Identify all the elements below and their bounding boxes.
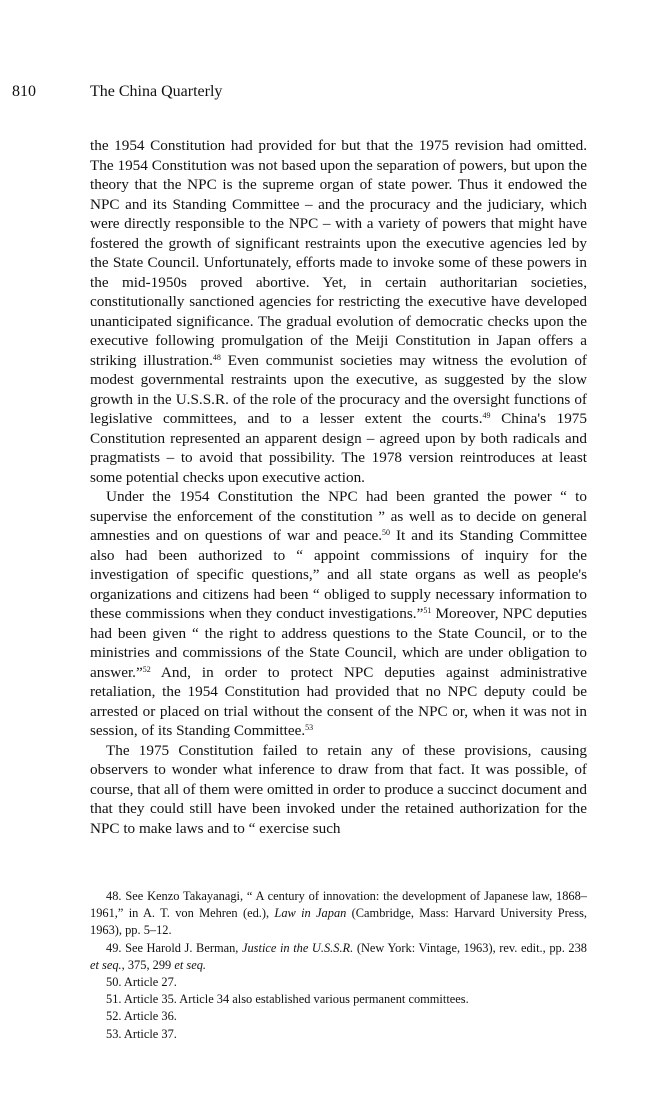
body-paragraph — [90, 136, 587, 487]
footnote-marker: 52 — [142, 664, 151, 674]
text-run: Moreover, NPC deputies had been given “ the right to address questions to the State Council, or to the ministries and commissions of the State Council, which are under obligation to answer.” — [90, 605, 587, 681]
text-run: the 1954 Constitution had provided for but that the 1975 revision had omitted. The 1954 Constitution was not based upon the separation of powers, but upon the theory that the NPC is the supreme organ of state power. Thus it endowed the NPC and its Standing Committee – and the procuracy and the judiciary, which were directly responsible to the NPC – with a variety of powers that might have fostered the growth of significant restraints upon the executive agencies led by the State Council. Unfortunately, efforts made to invoke some of these powers in the mid-1950s proved abortive. Yet, in certain authoritarian societies, constitutionally sanctioned agencies for restricting the executive have developed unanticipated significance. The gradual evolution of democratic checks upon the executive following promulgation of the Meiji Constitution in Japan offers a striking illustration. — [90, 137, 587, 369]
text-run: (New York: Vintage, 1963), rev. edit., pp. 238 — [353, 940, 587, 955]
page-number: 810 — [12, 83, 36, 100]
text-run: 51. Article 35. Article 34 also established various permanent committees. — [106, 992, 469, 1007]
footnote — [90, 974, 587, 991]
text-run: 48. See Kenzo Takayanagi, “ A century of innovation: the development of Japanese law, 1868–1961,” in A. T. von Mehren (ed.), — [90, 889, 587, 921]
text-run: China's 1975 Constitution represented an apparent design – agreed upon by both radicals and pragmatists – to avoid that possibility. The 1978 version reintroduces at least some potential checks upon executive action. — [90, 410, 587, 486]
italic-title: Justice in the U.S.S.R. — [241, 940, 354, 955]
text-run: 52. Article 36. — [106, 1009, 177, 1024]
text-run: 50. Article 27. — [106, 975, 177, 990]
footnote — [90, 940, 587, 974]
footnote-marker: 48 — [212, 352, 221, 362]
body-text — [90, 136, 587, 838]
journal-title: The China Quarterly — [90, 83, 223, 100]
italic-title: et seq. — [90, 957, 122, 972]
italic-title: Law in Japan — [274, 906, 347, 921]
text-run: The 1975 Constitution failed to retain any of these provisions, causing observers to wonder what inference to draw from that fact. It was possible, of course, that all of them were omitted in order to produce a succinct document and that they could still have been invoked under the retained authorization for the NPC to make laws and to “ exercise such — [90, 741, 587, 837]
footnote — [90, 1008, 587, 1025]
footnote-marker: 51 — [423, 606, 432, 615]
footnote-marker: 49 — [482, 411, 491, 420]
text-run: Under the 1954 Constitution the NPC had been granted the power “ to supervise the enforcement of the constitution ” as well as to decide on general amnesties and on questions of war and peace. — [90, 488, 587, 544]
text-run: It and its Standing Committee also had been authorized to “ appoint commissions of inquiry for the investigation of specific questions,” and all state organs as well as people's organizations and citizens had been “ obliged to supply necessary information to these commissions when they conduct investigations.” — [90, 527, 587, 622]
footnote — [90, 991, 587, 1008]
text-run: And, in order to protect NPC deputies against administrative retaliation, the 1954 Constitution had provided that no NPC deputy could be arrested or placed on trial without the consent of the NPC or, when it was not in session, of its Standing Committee. — [90, 663, 587, 739]
footnote-marker: 53 — [305, 723, 314, 732]
text-run: 49. See Harold J. Berman, — [106, 940, 242, 955]
footnote — [90, 1026, 587, 1043]
italic-title: et seq. — [174, 957, 206, 972]
footnote — [90, 888, 587, 940]
text-run: Even communist societies may witness the evolution of modest governmental restraints upon the executive, as suggested by the slow growth in the U.S.S.R. of the role of the procuracy and the oversight functions of legislative committees, and to a lesser extent the courts. — [90, 351, 587, 427]
text-run: 53. Article 37. — [106, 1026, 177, 1041]
text-run: , 375, 299 — [121, 957, 175, 972]
text-run: (Cambridge, Mass: Harvard University Press, 1963), pp. 5–12. — [90, 906, 587, 938]
body-paragraph — [90, 741, 587, 839]
body-paragraph — [90, 487, 587, 741]
footnote-marker: 50 — [382, 528, 390, 537]
footnotes — [90, 888, 587, 1043]
